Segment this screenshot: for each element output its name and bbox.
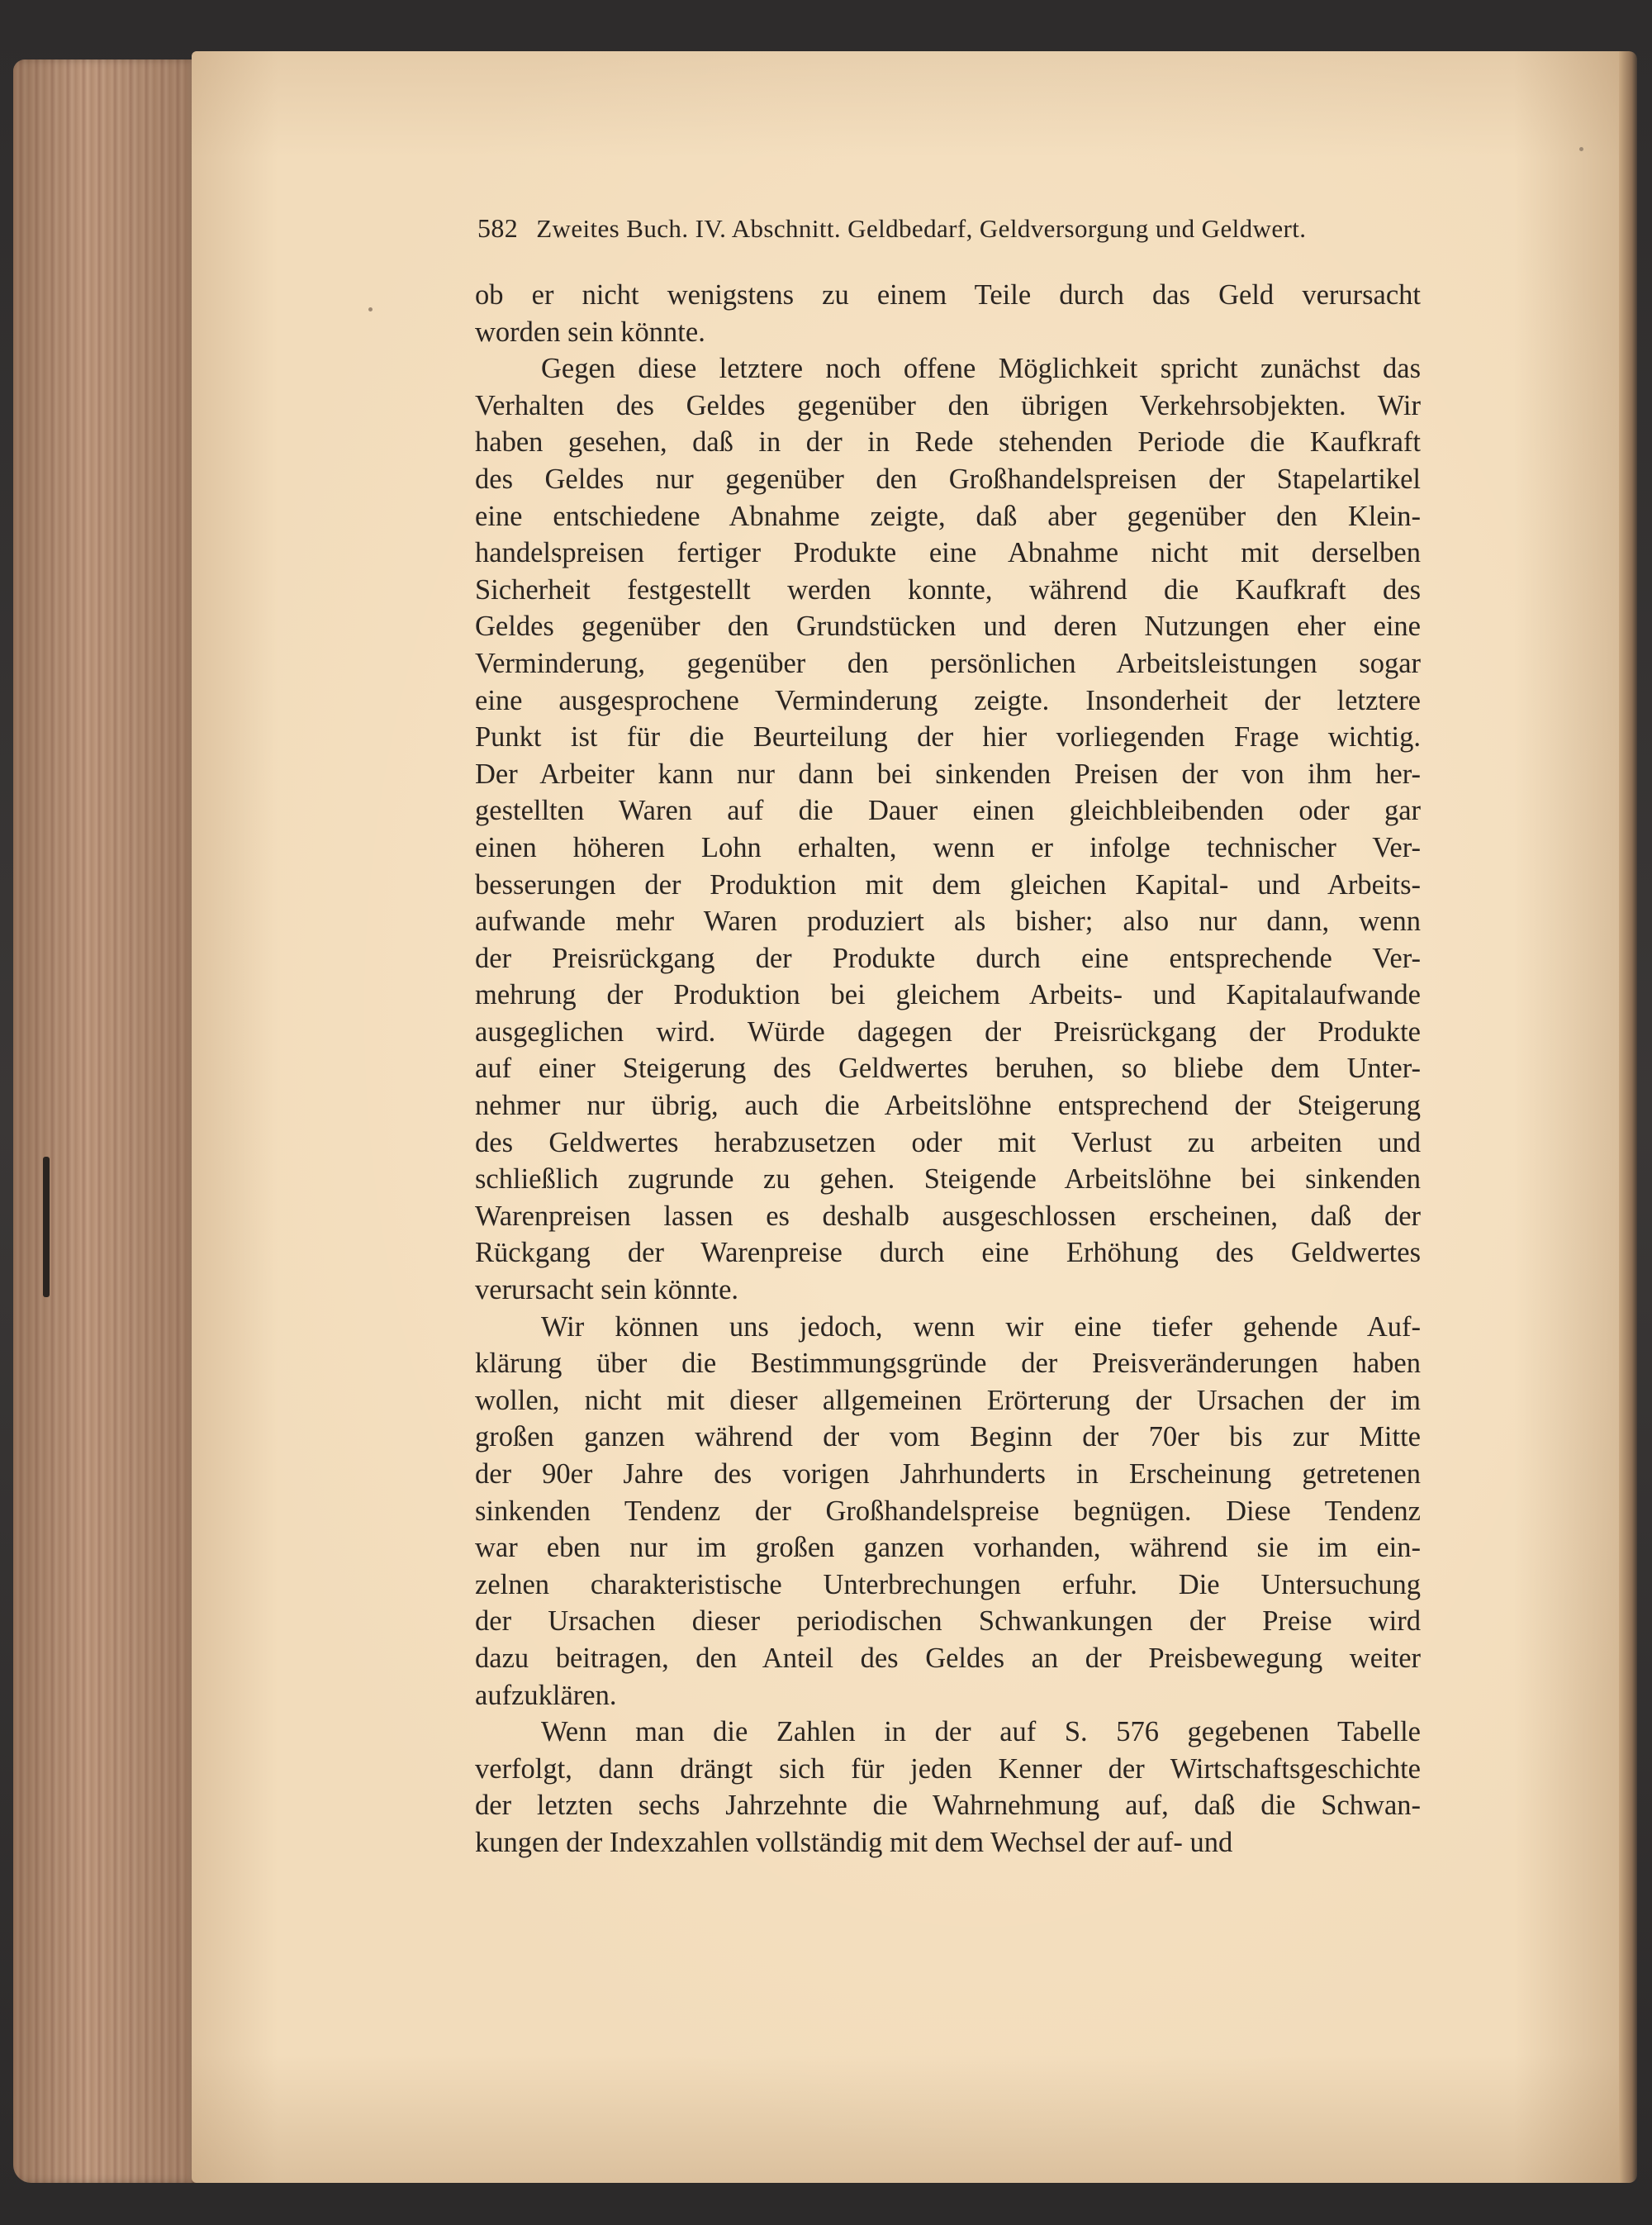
text-line: haben gesehen, daß in der in Rede stehenden Periode die Kaufkraft [475,426,1421,459]
text-line: ob er nicht wenigstens zu einem Teile durch das Geld verursacht [475,279,1421,311]
text-line: worden sein könnte. [475,316,705,348]
text-line: des Geldes nur gegenüber den Großhandelspreisen der Stapelartikel [475,463,1421,495]
text-line: verursacht sein könnte. [475,1274,739,1306]
text-line: auf einer Steigerung des Geldwertes beruhen, so bliebe dem Unter- [475,1053,1421,1085]
text-line: ausgeglichen wird. Würde dagegen der Preisrückgang der Produkte [475,1015,1421,1048]
text-line: war eben nur im großen ganzen vorhanden, während sie im ein- [475,1532,1421,1564]
paragraph [475,350,1421,1308]
text-line: Wir können uns jedoch, wenn wir eine tiefer gehende Auf- [541,1310,1421,1343]
text-line: Verhalten des Geldes gegenüber den übrigen Verkehrsobjekten. Wir [475,389,1421,421]
text-line: Verminderung, gegenüber den persönlichen Arbeitsleistungen sogar [475,647,1421,679]
text-line: Sicherheit festgestellt werden konnte, während die Kaufkraft des [475,573,1421,606]
text-line: einen höheren Lohn erhalten, wenn er infolge technischer Ver- [475,831,1421,863]
text-line: klärung über die Bestimmungsgründe der Preisveränderungen haben [475,1348,1421,1380]
paper-speck [1579,147,1583,151]
paragraph [475,1309,1421,1714]
text-line: eine ausgesprochene Verminderung zeigte. Insonderheit der letztere [475,684,1421,716]
text-line: handelspreisen fertiger Produkte eine Abnahme nicht mit derselben [475,537,1421,569]
text-line: nehmer nur übrig, auch die Arbeitslöhne entsprechend der Steigerung [475,1090,1421,1122]
text-line: aufwande mehr Waren produziert als bisher; also nur dann, wenn [475,906,1421,938]
binding-mark [43,1157,50,1297]
page-block-shading [13,59,197,2183]
text-line: wollen, nicht mit dieser allgemeinen Erörterung der Ursachen der im [475,1384,1421,1416]
text-line: besserungen der Produktion mit dem gleichen Kapital- und Arbeits- [475,868,1421,901]
text-line: gestellten Waren auf die Dauer einen gleichbleibenden oder gar [475,795,1421,827]
running-title: Zweites Buch. IV. Abschnitt. Geldbedarf, Geldversorgung und Geldwert. [536,214,1307,243]
text-line: Warenpreisen lassen es deshalb ausgeschlossen erscheinen, daß der [475,1200,1421,1232]
text-line: der Ursachen dieser periodischen Schwankungen der Preise wird [475,1605,1421,1638]
paragraph [475,277,1421,350]
text-line: dazu beitragen, den Anteil des Geldes an der Preisbewegung weiter [475,1642,1421,1674]
paragraph [475,1714,1421,1861]
running-header [477,213,1427,244]
text-line: mehrung der Produktion bei gleichem Arbeits- und Kapitalaufwande [475,979,1421,1011]
text-line: verfolgt, dann drängt sich für jeden Kenner der Wirtschaftsgeschichte [475,1752,1421,1785]
body-text [475,277,1421,1861]
text-line: der 90er Jahre des vorigen Jahrhunderts in Erscheinung getretenen [475,1458,1421,1490]
text-line: eine entschiedene Abnahme zeigte, daß aber gegenüber den Klein- [475,500,1421,532]
text-line: des Geldwertes herabzusetzen oder mit Verlust zu arbeiten und [475,1126,1421,1158]
text-line: aufzuklären. [475,1679,617,1711]
text-line: Geldes gegenüber den Grundstücken und deren Nutzungen eher eine [475,611,1421,643]
paper-speck [368,307,373,311]
text-line: Wenn man die Zahlen in der auf S. 576 gegebenen Tabelle [541,1716,1421,1748]
text-line: Punkt ist für die Beurteilung der hier vorliegenden Frage wichtig. [475,721,1421,754]
text-line: Gegen diese letztere noch offene Möglichkeit spricht zunächst das [541,353,1421,385]
text-line: Rückgang der Warenpreise durch eine Erhöhung des Geldwertes [475,1237,1421,1269]
page-right-edge [1619,51,1637,2183]
page-number: 582 [477,213,519,243]
text-line: großen ganzen während der vom Beginn der 70er bis zur Mitte [475,1421,1421,1453]
text-line: Der Arbeiter kann nur dann bei sinkenden Preisen der von ihm her- [475,758,1421,790]
text-line: der Preisrückgang der Produkte durch eine entsprechende Ver- [475,942,1421,974]
text-line: zelnen charakteristische Unterbrechungen erfuhr. Die Untersuchung [475,1568,1421,1600]
text-line: kungen der Indexzahlen vollständig mit dem Wechsel der auf- und [475,1826,1233,1858]
text-line: sinkenden Tendenz der Großhandelspreise begnügen. Diese Tendenz [475,1495,1421,1527]
text-line: der letzten sechs Jahrzehnte die Wahrnehmung auf, daß die Schwan- [475,1790,1421,1822]
text-line: schließlich zugrunde zu gehen. Steigende Arbeitslöhne bei sinkenden [475,1163,1421,1196]
